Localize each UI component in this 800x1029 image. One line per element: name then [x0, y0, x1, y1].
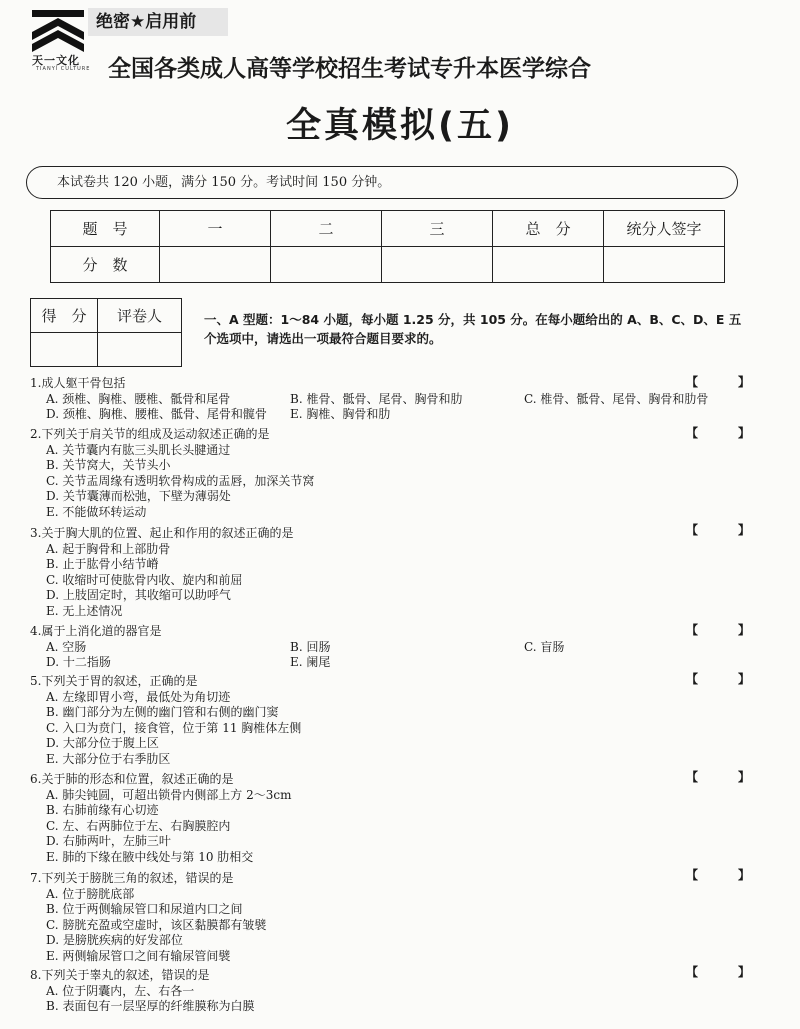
option-e[interactable]: E. 阑尾	[290, 655, 331, 669]
question-stem: 6.关于肺的形态和位置，叙述正确的是	[30, 772, 234, 786]
question-4	[30, 624, 565, 671]
score-header-cell: 三	[382, 211, 493, 247]
option-row	[30, 391, 709, 408]
exam-title: 全国各类成人高等学校招生考试专升本医学综合	[108, 56, 591, 82]
option-b[interactable]: B. 右肺前缘有心切迹	[46, 803, 159, 817]
exam-note: 本试卷共 120 小题，满分 150 分。考试时间 150 分钟。	[26, 166, 738, 199]
option-row	[30, 639, 565, 656]
option-d[interactable]: D. 上肢固定时，其收缩可以助呼气	[46, 588, 231, 602]
option-c[interactable]: C. 入口为贲门，接食管，位于第 11 胸椎体左侧	[46, 720, 302, 735]
answer-bracket-5[interactable]: 【 】	[686, 672, 765, 686]
question-stem: 1.成人躯干骨包括	[30, 376, 126, 390]
grader-name-cell[interactable]	[98, 333, 182, 367]
option-a[interactable]: A. 颈椎、胸椎、腰椎、骶骨和尾骨	[46, 391, 231, 406]
score-header-cell: 二	[271, 211, 382, 247]
option-b[interactable]: B. 止于肱骨小结节嵴	[46, 557, 159, 571]
answer-bracket-6[interactable]: 【 】	[686, 770, 765, 784]
question-stem: 7.下列关于膀胱三角的叙述，错误的是	[30, 871, 234, 885]
question-stem: 2.下列关于肩关节的组成及运动叙述正确的是	[30, 427, 270, 441]
section-instruction: 一、A 型题：1～84 小题，每小题 1.25 分，共 105 分。在每小题给出的 A、B、C、D、E 五个选项中，请选出一项最符合题目要求的。	[204, 312, 742, 346]
option-d[interactable]: D. 右肺两叶，左肺三叶	[46, 834, 171, 848]
score-table	[50, 210, 725, 283]
option-b[interactable]: B. 椎骨、骶骨、尾骨、胸骨和肋	[290, 391, 463, 406]
option-c[interactable]: C. 收缩时可使肱骨内收、旋内和前屈	[46, 572, 243, 587]
option-row	[30, 655, 331, 671]
option-a[interactable]: A. 位于阴囊内，左、右各一	[46, 983, 195, 998]
question-5	[30, 674, 301, 767]
option-row	[30, 407, 391, 423]
option-e[interactable]: E. 两侧输尿管口之间有输尿管间襞	[46, 948, 231, 963]
option-a[interactable]: A. 肺尖钝圆，可超出锁骨内侧部上方 2～3cm	[46, 787, 292, 802]
score-table-header-row	[51, 211, 725, 247]
exam-subtitle: 全真模拟(五)	[286, 106, 514, 146]
option-b[interactable]: B. 位于两侧输尿管口和尿道内口之间	[46, 902, 243, 916]
answer-bracket-2[interactable]: 【 】	[686, 426, 765, 440]
grader-score-label: 得 分	[31, 299, 98, 333]
answer-bracket-8[interactable]: 【 】	[686, 965, 765, 979]
option-a[interactable]: A. 位于膀胱底部	[46, 886, 135, 901]
option-c[interactable]: C. 椎骨、骶骨、尾骨、胸骨和肋骨	[524, 391, 709, 406]
option-d[interactable]: D. 大部分位于腹上区	[46, 736, 159, 750]
option-c[interactable]: C. 膀胱充盈或空虚时，该区黏膜都有皱襞	[46, 917, 267, 932]
question-1	[30, 376, 709, 423]
grader-name-label: 评卷人	[98, 299, 182, 333]
score-header-cell: 题 号	[51, 211, 160, 247]
option-c[interactable]: C. 关节盂周缘有透明软骨构成的盂唇，加深关节窝	[46, 473, 315, 488]
option-a[interactable]: A. 空肠	[46, 639, 87, 654]
secret-label: 绝密★启用前	[88, 8, 228, 36]
option-c[interactable]: C. 盲肠	[524, 639, 565, 654]
score-header-cell: 统分人签字	[604, 211, 725, 247]
question-7	[30, 871, 266, 964]
score-cell[interactable]	[604, 247, 725, 283]
score-cell[interactable]	[382, 247, 493, 283]
answer-bracket-3[interactable]: 【 】	[686, 523, 765, 537]
option-e[interactable]: E. 胸椎、胸骨和肋	[290, 407, 391, 421]
score-cell[interactable]	[160, 247, 271, 283]
option-a[interactable]: A. 关节囊内有肱三头肌长头腱通过	[46, 442, 231, 457]
score-cell[interactable]	[493, 247, 604, 283]
score-header-cell: 一	[160, 211, 271, 247]
question-stem: 5.下列关于胃的叙述，正确的是	[30, 674, 198, 688]
question-stem: 4.属于上消化道的器官是	[30, 624, 162, 638]
logo-brand-en: TIANYI CULTURE	[36, 66, 91, 72]
option-d[interactable]: D. 颈椎、胸椎、腰椎、骶骨、尾骨和髋骨	[46, 407, 267, 421]
option-e[interactable]: E. 大部分位于右季肋区	[46, 751, 171, 766]
question-2	[30, 427, 314, 520]
option-b[interactable]: B. 表面包有一层坚厚的纤维膜称为白膜	[46, 999, 255, 1013]
option-c[interactable]: C. 左、右两肺位于左、右胸膜腔内	[46, 818, 231, 833]
logo-chevron-icon	[30, 8, 86, 52]
option-a[interactable]: A. 起于胸骨和上部肋骨	[46, 541, 171, 556]
score-cell[interactable]	[271, 247, 382, 283]
option-a[interactable]: A. 左缘即胃小弯，最低处为角切迹	[46, 689, 231, 704]
option-d[interactable]: D. 是膀胱疾病的好发部位	[46, 933, 183, 947]
grader-score-cell[interactable]	[31, 333, 98, 367]
question-8	[30, 968, 254, 1015]
option-e[interactable]: E. 不能做环转运动	[46, 504, 147, 519]
publisher-logo	[30, 8, 92, 72]
answer-bracket-7[interactable]: 【 】	[686, 868, 765, 882]
option-b[interactable]: B. 关节窝大，关节头小	[46, 458, 171, 472]
question-6	[30, 772, 291, 865]
answer-bracket-1[interactable]: 【 】	[686, 375, 765, 389]
logo-brand-cn: 天一文化	[32, 54, 80, 67]
score-table-score-row	[51, 247, 725, 283]
grader-box	[30, 298, 182, 367]
option-b[interactable]: B. 幽门部分为左侧的幽门管和右侧的幽门窦	[46, 705, 279, 719]
question-3	[30, 526, 293, 619]
option-b[interactable]: B. 回肠	[290, 639, 331, 654]
option-d[interactable]: D. 十二指肠	[46, 655, 111, 669]
answer-bracket-4[interactable]: 【 】	[686, 623, 765, 637]
score-row-label: 分 数	[51, 247, 160, 283]
question-stem: 8.下列关于睾丸的叙述，错误的是	[30, 968, 210, 982]
option-e[interactable]: E. 无上述情况	[46, 603, 123, 618]
score-header-cell: 总 分	[493, 211, 604, 247]
option-e[interactable]: E. 肺的下缘在腋中线处与第 10 肋相交	[46, 849, 254, 864]
question-stem: 3.关于胸大肌的位置、起止和作用的叙述正确的是	[30, 526, 294, 540]
option-d[interactable]: D. 关节囊薄而松弛，下壁为薄弱处	[46, 489, 231, 503]
